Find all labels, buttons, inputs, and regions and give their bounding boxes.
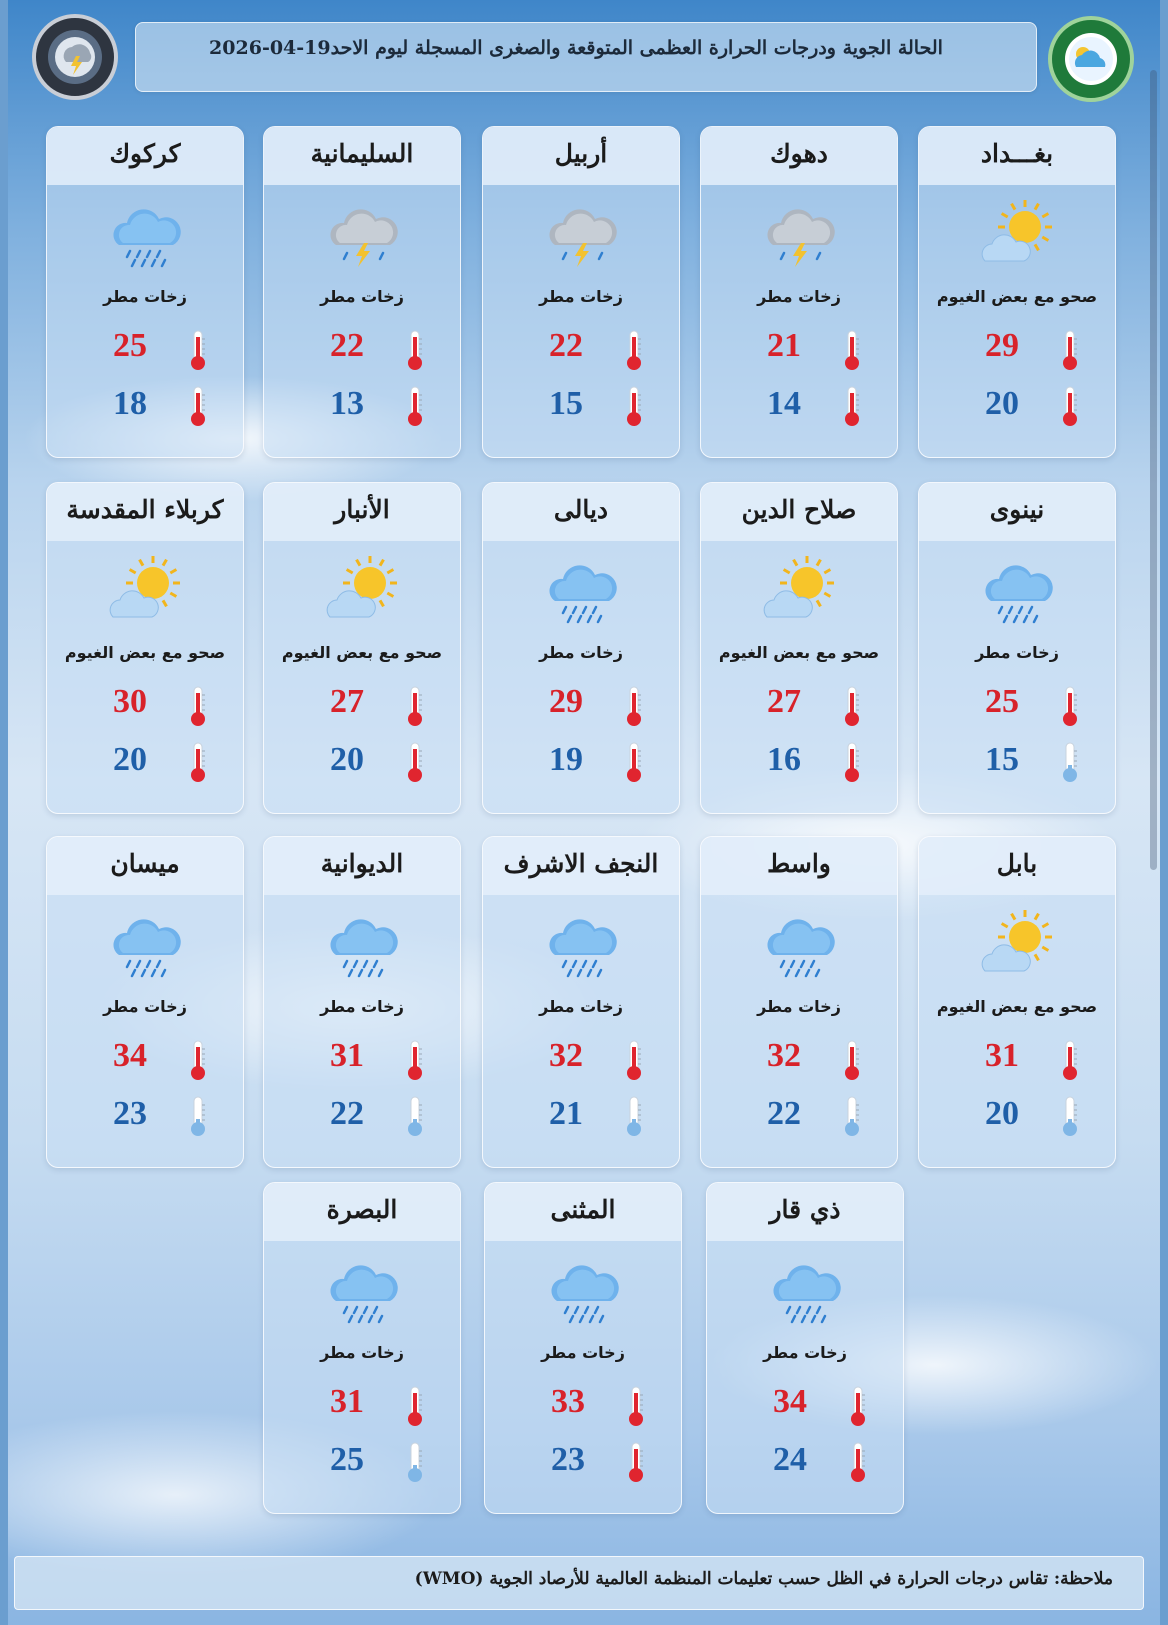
thermometer-hot-icon [404, 741, 426, 783]
max-temperature: 29 [985, 327, 1019, 364]
thermometer-hot-icon [1059, 385, 1081, 427]
thermometer-hot-icon [841, 329, 863, 371]
city-card [706, 1182, 904, 1514]
city-card [482, 126, 680, 458]
partly-cloudy-icon [322, 553, 402, 625]
weather-condition: زخات مطر [320, 997, 404, 1016]
rain-icon [759, 907, 839, 979]
city-name: البصرة [264, 1183, 460, 1241]
city-name: كربلاء المقدسة [47, 483, 243, 541]
max-temperature: 22 [549, 327, 583, 364]
weather-condition: صحو مع بعض الغيوم [281, 643, 443, 662]
max-temperature: 33 [551, 1383, 585, 1420]
weather-condition: زخات مطر [975, 643, 1059, 662]
city-card [263, 126, 461, 458]
thermometer-hot-icon [841, 685, 863, 727]
weather-condition: صحو مع بعض الغيوم [936, 997, 1098, 1016]
min-temperature: 23 [551, 1441, 585, 1478]
max-temperature: 27 [767, 683, 801, 720]
city-name: ديالى [483, 483, 679, 541]
thermometer-hot-icon [623, 685, 645, 727]
thermometer-hot-icon [847, 1441, 869, 1483]
rain-icon [543, 1253, 623, 1325]
page-frame-left [0, 0, 8, 1625]
min-temperature: 20 [985, 385, 1019, 422]
partly-cloudy-icon [977, 197, 1057, 269]
city-name: بغـــداد [919, 127, 1115, 185]
weather-condition: زخات مطر [763, 1343, 847, 1362]
min-temperature: 21 [549, 1095, 583, 1132]
min-temperature: 20 [113, 741, 147, 778]
footer-note [14, 1556, 1144, 1610]
max-temperature: 32 [549, 1037, 583, 1074]
rain-icon [322, 907, 402, 979]
thermometer-hot-icon [625, 1441, 647, 1483]
rain-icon [977, 553, 1057, 625]
max-temperature: 25 [113, 327, 147, 364]
city-card [263, 1182, 461, 1514]
min-temperature: 13 [330, 385, 364, 422]
thermometer-hot-icon [404, 685, 426, 727]
city-card [700, 836, 898, 1168]
thermometer-hot-icon [1059, 1039, 1081, 1081]
rain-icon [541, 907, 621, 979]
city-name: ذي قار [707, 1183, 903, 1241]
thermometer-hot-icon [187, 741, 209, 783]
thermometer-hot-icon [623, 741, 645, 783]
weather-condition: صحو مع بعض الغيوم [64, 643, 226, 662]
thermometer-hot-icon [841, 385, 863, 427]
thermometer-cold-icon [841, 1095, 863, 1137]
min-temperature: 15 [549, 385, 583, 422]
max-temperature: 31 [330, 1383, 364, 1420]
city-name: المثنى [485, 1183, 681, 1241]
city-name: صلاح الدين [701, 483, 897, 541]
rain-icon [105, 197, 185, 269]
weather-condition: زخات مطر [757, 997, 841, 1016]
city-card [918, 836, 1116, 1168]
city-name: السليمانية [264, 127, 460, 185]
max-temperature: 25 [985, 683, 1019, 720]
city-card [918, 482, 1116, 814]
city-name: كركوك [47, 127, 243, 185]
thermometer-cold-icon [187, 1095, 209, 1137]
weather-condition: زخات مطر [757, 287, 841, 306]
max-temperature: 27 [330, 683, 364, 720]
partly-cloudy-icon [105, 553, 185, 625]
min-temperature: 20 [985, 1095, 1019, 1132]
max-temperature: 32 [767, 1037, 801, 1074]
partly-cloudy-icon [759, 553, 839, 625]
max-temperature: 29 [549, 683, 583, 720]
thermometer-hot-icon [187, 385, 209, 427]
city-name: بابل [919, 837, 1115, 895]
min-temperature: 24 [773, 1441, 807, 1478]
thermometer-cold-icon [404, 1095, 426, 1137]
city-name: دهوك [701, 127, 897, 185]
thermometer-hot-icon [404, 329, 426, 371]
weather-condition: زخات مطر [541, 1343, 625, 1362]
rain-icon [541, 553, 621, 625]
max-temperature: 34 [113, 1037, 147, 1074]
rain-icon [765, 1253, 845, 1325]
thermometer-hot-icon [187, 329, 209, 371]
city-name: الأنبار [264, 483, 460, 541]
thermometer-hot-icon [1059, 685, 1081, 727]
max-temperature: 34 [773, 1383, 807, 1420]
thermometer-hot-icon [623, 329, 645, 371]
city-card [482, 482, 680, 814]
meteorological-authority-logo-icon [1048, 16, 1134, 102]
page-title: الحالة الجوية ودرجات الحرارة العظمى المتوقعة والصغرى المسجلة ليوم الاحد19-04-2026 [209, 37, 943, 59]
city-card [482, 836, 680, 1168]
city-name: ميسان [47, 837, 243, 895]
city-card [46, 836, 244, 1168]
max-temperature: 31 [985, 1037, 1019, 1074]
thermometer-cold-icon [623, 1095, 645, 1137]
footer-note-text: ملاحظة: تقاس درجات الحرارة في الظل حسب تعليمات المنظمة العالمية للأرصاد الجوية (WMO) [414, 1569, 1113, 1589]
weather-condition: زخات مطر [320, 287, 404, 306]
min-temperature: 18 [113, 385, 147, 422]
city-name: واسط [701, 837, 897, 895]
city-card [46, 126, 244, 458]
thermometer-cold-icon [404, 1441, 426, 1483]
city-name: أربيل [483, 127, 679, 185]
thermometer-hot-icon [625, 1385, 647, 1427]
city-card [46, 482, 244, 814]
thermometer-hot-icon [841, 1039, 863, 1081]
weather-condition: زخات مطر [539, 643, 623, 662]
thermometer-hot-icon [187, 1039, 209, 1081]
thermometer-hot-icon [623, 385, 645, 427]
min-temperature: 22 [330, 1095, 364, 1132]
weather-condition: زخات مطر [539, 997, 623, 1016]
max-temperature: 30 [113, 683, 147, 720]
max-temperature: 21 [767, 327, 801, 364]
city-card [263, 482, 461, 814]
weather-forecasting-logo-icon [32, 14, 118, 100]
min-temperature: 14 [767, 385, 801, 422]
header-banner [135, 22, 1037, 92]
min-temperature: 23 [113, 1095, 147, 1132]
min-temperature: 20 [330, 741, 364, 778]
city-name: الديوانية [264, 837, 460, 895]
weather-condition: زخات مطر [320, 1343, 404, 1362]
partly-cloudy-icon [977, 907, 1057, 979]
min-temperature: 15 [985, 741, 1019, 778]
thunderstorm-icon [759, 197, 839, 269]
page-frame-right [1160, 0, 1168, 1625]
weather-condition: زخات مطر [539, 287, 623, 306]
min-temperature: 25 [330, 1441, 364, 1478]
city-card [918, 126, 1116, 458]
max-temperature: 31 [330, 1037, 364, 1074]
rain-icon [322, 1253, 402, 1325]
thunderstorm-icon [541, 197, 621, 269]
city-card [484, 1182, 682, 1514]
city-name: النجف الاشرف [483, 837, 679, 895]
thermometer-hot-icon [841, 741, 863, 783]
min-temperature: 22 [767, 1095, 801, 1132]
thermometer-hot-icon [404, 1385, 426, 1427]
city-card [700, 126, 898, 458]
thermometer-hot-icon [187, 685, 209, 727]
thermometer-hot-icon [1059, 329, 1081, 371]
scrollbar[interactable] [1150, 70, 1157, 870]
thermometer-cold-icon [1059, 741, 1081, 783]
weather-condition: صحو مع بعض الغيوم [718, 643, 880, 662]
thermometer-hot-icon [404, 385, 426, 427]
thermometer-hot-icon [847, 1385, 869, 1427]
weather-condition: صحو مع بعض الغيوم [936, 287, 1098, 306]
rain-icon [105, 907, 185, 979]
city-card [700, 482, 898, 814]
weather-condition: زخات مطر [103, 997, 187, 1016]
thermometer-hot-icon [623, 1039, 645, 1081]
min-temperature: 19 [549, 741, 583, 778]
min-temperature: 16 [767, 741, 801, 778]
max-temperature: 22 [330, 327, 364, 364]
thunderstorm-icon [322, 197, 402, 269]
city-card [263, 836, 461, 1168]
thermometer-hot-icon [404, 1039, 426, 1081]
thermometer-cold-icon [1059, 1095, 1081, 1137]
weather-condition: زخات مطر [103, 287, 187, 306]
city-name: نينوى [919, 483, 1115, 541]
